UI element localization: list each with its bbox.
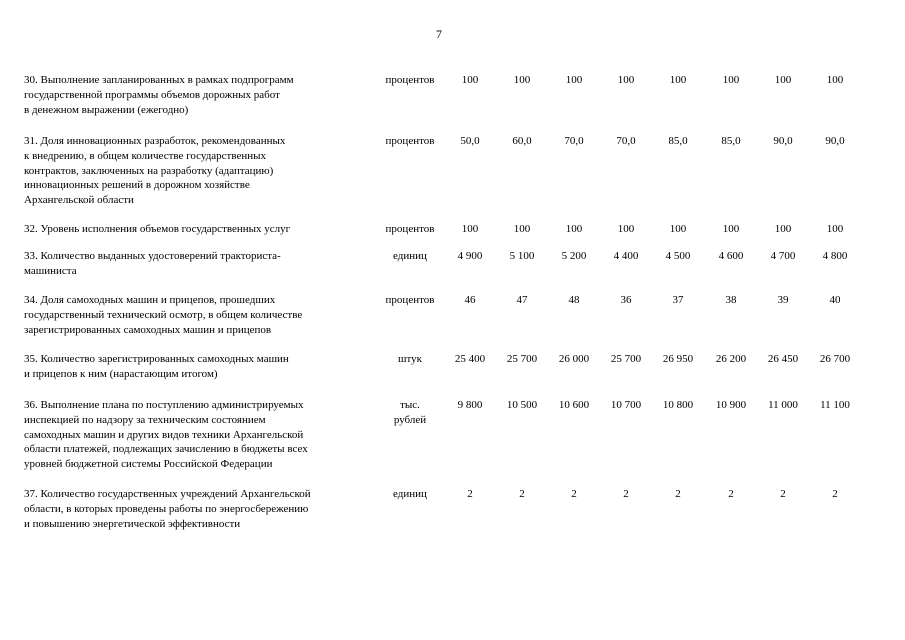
row-value: 4 600 [718, 250, 744, 262]
row-unit: процентов [385, 223, 435, 235]
row-value: 100 [565, 223, 583, 235]
row-value: 100 [513, 74, 531, 86]
row-value: 48 [568, 294, 580, 306]
row-value: 4 500 [665, 250, 691, 262]
row-value: 25 700 [506, 353, 538, 365]
row-value: 100 [669, 74, 687, 86]
row-value: 39 [777, 294, 789, 306]
row-value: 2 [623, 488, 629, 500]
row-value: 100 [461, 223, 479, 235]
row-unit: процентов [385, 135, 435, 147]
row-value: 4 400 [613, 250, 639, 262]
row-value: 2 [675, 488, 681, 500]
row-value: 100 [826, 74, 844, 86]
row-value: 47 [516, 294, 528, 306]
row-value: 100 [617, 223, 635, 235]
row-value: 25 400 [454, 353, 486, 365]
row-unit: единиц [393, 250, 427, 262]
row-value: 46 [464, 294, 476, 306]
row-value: 2 [467, 488, 473, 500]
row-value: 26 950 [662, 353, 694, 365]
page-number: 7 [436, 27, 442, 41]
row-value: 36 [620, 294, 632, 306]
row-value: 100 [617, 74, 635, 86]
row-value: 70,0 [564, 135, 584, 147]
row-value: 11 100 [820, 399, 850, 411]
row-description: 37. Количество государственных учреждений Архангельской области, в которых проведены работы по энергосбережению и повышению энергетической эффективности [24, 488, 311, 530]
row-description: 33. Количество выданных удостоверений тракториста- машиниста [24, 250, 281, 277]
row-value: 2 [519, 488, 525, 500]
row-description: 34. Доля самоходных машин и прицепов, прошедших государственный технический осмотр, в общем количестве зарегистрированных самоходных машин и прицепов [24, 294, 303, 336]
row-unit: процентов [385, 294, 435, 306]
row-value: 4 700 [770, 250, 796, 262]
row-value: 10 900 [715, 399, 747, 411]
row-value: 90,0 [773, 135, 793, 147]
row-value: 25 700 [610, 353, 642, 365]
row-description: 31. Доля инновационных разработок, рекомендованных к внедрению, в общем количестве государственных контрактов, заключенных на разработку (адаптацию) инновационных решений в дорожном хозяйстве Архангельской области [24, 135, 286, 207]
row-value: 37 [672, 294, 684, 306]
row-value: 100 [513, 223, 531, 235]
row-value: 100 [826, 223, 844, 235]
row-value: 26 450 [767, 353, 799, 365]
row-description: 35. Количество зарегистрированных самоходных машин и прицепов к ним (нарастающим итогом) [24, 353, 289, 380]
row-value: 10 700 [610, 399, 642, 411]
row-value: 100 [461, 74, 479, 86]
row-value: 40 [829, 294, 841, 306]
row-value: 70,0 [616, 135, 636, 147]
row-value: 26 700 [819, 353, 851, 365]
row-value: 2 [728, 488, 734, 500]
row-value: 38 [725, 294, 737, 306]
row-value: 85,0 [668, 135, 688, 147]
row-value: 60,0 [512, 135, 532, 147]
row-value: 10 600 [558, 399, 590, 411]
row-unit: единиц [393, 488, 427, 500]
row-value: 50,0 [460, 135, 480, 147]
row-unit: штук [398, 353, 422, 365]
row-value: 100 [722, 223, 740, 235]
row-value: 85,0 [721, 135, 741, 147]
row-value: 100 [722, 74, 740, 86]
row-description: 30. Выполнение запланированных в рамках подпрограмм государственной программы объемов дорожных работ в денежном выражении (ежегодно) [24, 74, 294, 116]
row-value: 10 800 [662, 399, 694, 411]
row-value: 100 [774, 223, 792, 235]
row-value: 4 800 [822, 250, 848, 262]
row-value: 10 500 [506, 399, 538, 411]
row-value: 2 [780, 488, 786, 500]
row-value: 2 [832, 488, 838, 500]
row-value: 11 000 [768, 399, 798, 411]
row-value: 5 100 [509, 250, 535, 262]
row-unit: тыс. рублей [393, 399, 427, 426]
row-value: 4 900 [457, 250, 483, 262]
row-description: 32. Уровень исполнения объемов государственных услуг [24, 223, 291, 235]
row-value: 26 200 [715, 353, 747, 365]
row-value: 5 200 [561, 250, 587, 262]
row-value: 100 [774, 74, 792, 86]
row-value: 2 [571, 488, 577, 500]
row-unit: процентов [385, 74, 435, 86]
row-value: 9 800 [457, 399, 483, 411]
row-value: 100 [669, 223, 687, 235]
row-value: 26 000 [558, 353, 590, 365]
row-description: 36. Выполнение плана по поступлению администрируемых инспекцией по надзору за техническим состоянием самоходных машин и других видов техники Архангельской области платежей, подлежащих зачислению в бюджеты всех уровней бюджетной системы Российской Федерации [24, 399, 308, 471]
row-value: 90,0 [825, 135, 845, 147]
row-value: 100 [565, 74, 583, 86]
